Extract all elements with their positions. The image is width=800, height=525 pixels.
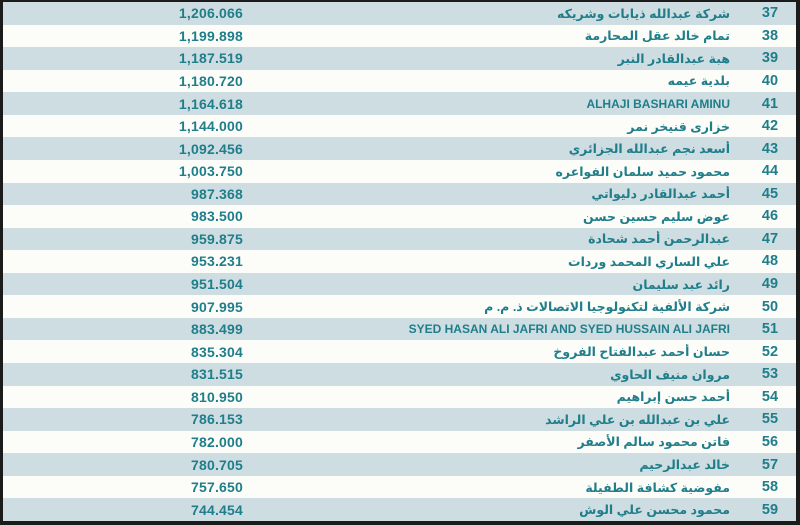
table-row	[3, 386, 796, 409]
name-value: خزارى قنيخر نمر	[627, 119, 730, 134]
table-row	[3, 408, 796, 431]
rank-number: 54	[761, 388, 779, 405]
amount-value: 810.950	[190, 388, 243, 405]
rank-number: 37	[761, 5, 779, 22]
table-row	[3, 340, 796, 363]
name-value: عوض سليم حسين حسن	[583, 209, 730, 224]
amount-value: 782.000	[190, 433, 243, 450]
rank-number: 50	[761, 298, 779, 315]
name-value: مفوضية كشافة الطفيلة	[585, 480, 730, 495]
amount-value: 987.368	[190, 185, 243, 202]
rank-number: 39	[761, 50, 779, 67]
name-value: بلدية عيمه	[667, 74, 730, 89]
name-value: عبدالرحمن أحمد شحادة	[588, 232, 730, 247]
name-value: شركة الألفية لتكنولوجيا الاتصالات ذ. م. م	[484, 300, 730, 315]
amount-value: 1,187.519	[178, 50, 243, 67]
amount-value: 1,092.456	[178, 140, 243, 157]
name-value: محمود محسن علي الوش	[579, 503, 730, 518]
table-row	[3, 115, 796, 138]
table-row	[3, 205, 796, 228]
table-row	[3, 498, 796, 521]
table-row	[3, 92, 796, 115]
table-row	[3, 453, 796, 476]
table-row	[3, 25, 796, 48]
rank-number: 57	[761, 456, 779, 473]
table-row	[3, 363, 796, 386]
amount-value: 951.504	[190, 276, 243, 293]
name-value	[243, 97, 744, 111]
name-value: شركة عبدالله ذيابات وشريكه	[557, 6, 730, 21]
table-row	[3, 228, 796, 251]
amount-value: 1,199.898	[178, 27, 243, 44]
amount-value: 831.515	[190, 366, 243, 383]
name-latin-text: ALHAJI BASHARI AMINU	[586, 96, 730, 111]
name-value: رائد عبد سليمان	[632, 277, 730, 292]
amount-value: 786.153	[190, 411, 243, 428]
rank-number: 56	[761, 433, 779, 450]
table-row	[3, 183, 796, 206]
table-row	[3, 137, 796, 160]
rank-number: 49	[761, 276, 779, 293]
name-value: خالد عبدالرحيم	[639, 458, 730, 473]
name-value	[243, 322, 744, 336]
amount-value: 1,180.720	[178, 72, 243, 89]
amount-value: 907.995	[190, 298, 243, 315]
amount-value: 983.500	[190, 208, 243, 225]
name-value: مروان منيف الحاوي	[610, 367, 730, 382]
table-row	[3, 160, 796, 183]
amount-value: 1,164.618	[178, 95, 243, 112]
name-value: هبة عبدالقادر النبر	[617, 51, 730, 66]
table-row	[3, 476, 796, 499]
amount-value: 744.454	[190, 501, 243, 518]
table-row	[3, 295, 796, 318]
rank-number: 40	[761, 72, 779, 89]
amount-value: 757.650	[190, 479, 243, 496]
table-row	[3, 2, 796, 25]
table-row	[3, 431, 796, 454]
table-row	[3, 70, 796, 93]
rank-number: 59	[761, 501, 779, 518]
name-value: تمام خالد عقل المحارمة	[584, 29, 730, 44]
rank-number: 58	[761, 479, 779, 496]
name-value: فاتن محمود سالم الأصفر	[577, 435, 730, 450]
name-value: علي بن عبدالله بن علي الراشد	[545, 412, 730, 427]
table-row	[3, 47, 796, 70]
name-latin-text: SYED HASAN ALI JAFRI AND SYED HUSSAIN ALI JAFRI	[408, 322, 730, 337]
name-value: محمود حميد سلمان الفواعره	[555, 164, 730, 179]
rank-number: 53	[761, 366, 779, 383]
amount-value: 1,003.750	[178, 163, 243, 180]
amount-value: 1,206.066	[178, 5, 243, 22]
name-value: أحمد حسن إبراهيم	[616, 390, 730, 405]
table-row	[3, 273, 796, 296]
rank-number: 46	[761, 208, 779, 225]
rank-number: 43	[761, 140, 779, 157]
amount-value: 780.705	[190, 456, 243, 473]
amount-value: 959.875	[190, 230, 243, 247]
name-value: أحمد عبدالقادر دليواتي	[591, 187, 730, 202]
name-value: علي الساري المحمد وردات	[568, 254, 730, 269]
rank-number: 44	[761, 163, 779, 180]
amount-value: 1,144.000	[178, 118, 243, 135]
amount-value: 835.304	[190, 343, 243, 360]
rank-number: 42	[761, 118, 779, 135]
rank-number: 38	[761, 27, 779, 44]
table-row	[3, 250, 796, 273]
table-row	[3, 318, 796, 341]
name-value: أسعد نجم عبدالله الجزائري	[568, 142, 730, 157]
rank-number: 45	[761, 185, 779, 202]
rank-number: 48	[761, 253, 779, 270]
rank-number: 52	[761, 343, 779, 360]
name-value: حسان أحمد عبدالفتاح الفروخ	[553, 345, 730, 360]
rank-number: 51	[761, 321, 779, 338]
amount-value: 953.231	[190, 253, 243, 270]
rank-number: 47	[761, 230, 779, 247]
amount-value: 883.499	[190, 321, 243, 338]
rank-number: 55	[761, 411, 779, 428]
rank-number: 41	[761, 95, 779, 112]
